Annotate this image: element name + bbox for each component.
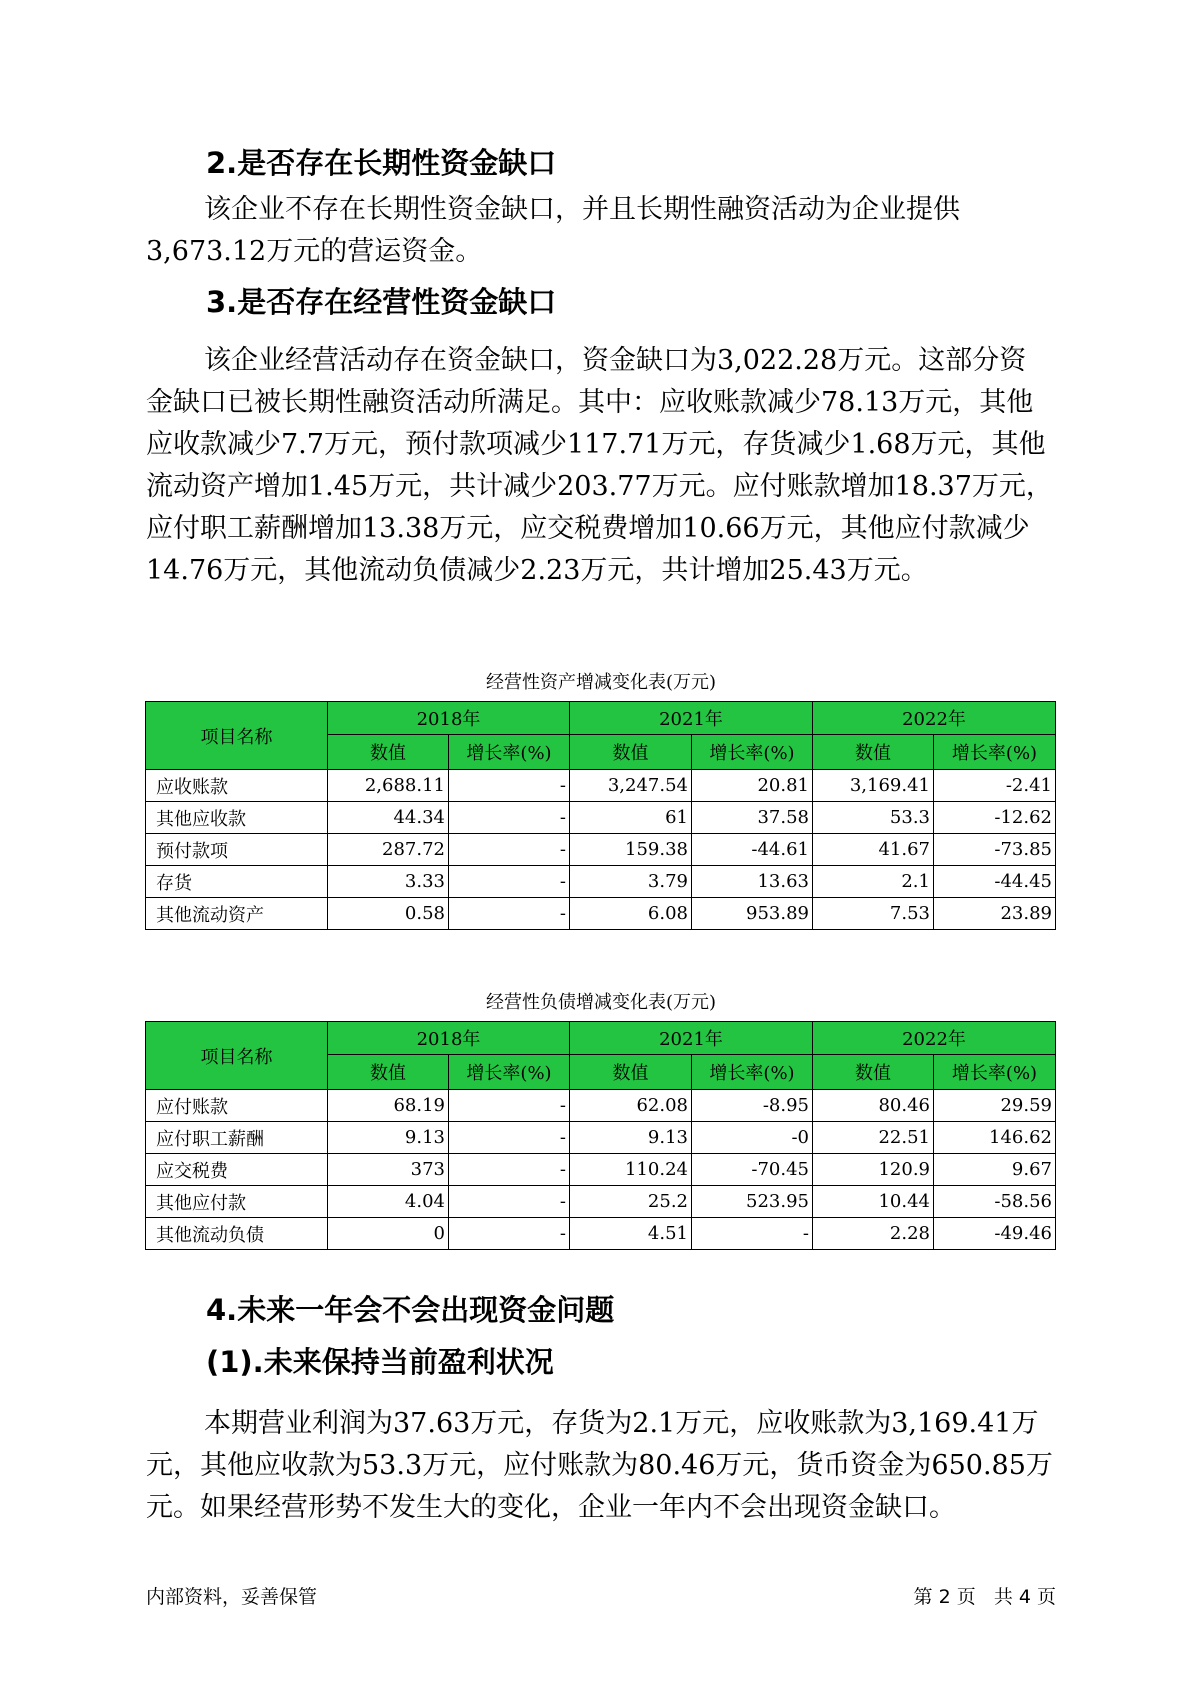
value-cell: 62.08 [570, 1090, 692, 1122]
table-row [146, 1122, 1056, 1154]
growth-rate-cell: -8.95 [692, 1090, 813, 1122]
paragraph-line: 元，其他应收款为53.3万元，应付账款为80.46万元，货币资金为650.85万 [146, 1450, 1053, 1481]
growth-rate-cell: - [449, 770, 570, 802]
growth-rate-cell: - [449, 1122, 570, 1154]
value-cell: 9.13 [570, 1122, 692, 1154]
column-subheader: 增长率(%) [692, 735, 813, 770]
table-row [146, 1186, 1056, 1218]
growth-rate-cell: - [449, 834, 570, 866]
value-cell: 373 [328, 1154, 449, 1186]
growth-rate-cell: -49.46 [934, 1218, 1056, 1250]
row-label: 应收账款 [146, 770, 328, 802]
paragraph-line: 该企业经营活动存在资金缺口，资金缺口为3,022.28万元。这部分资 [204, 345, 1027, 376]
growth-rate-cell: -0 [692, 1122, 813, 1154]
table-row [146, 834, 1056, 866]
column-header-name: 项目名称 [146, 1022, 328, 1090]
paragraph-line: 3,673.12万元的营运资金。 [146, 236, 483, 267]
value-cell: 6.08 [570, 898, 692, 930]
column-subheader: 数值 [813, 735, 934, 770]
growth-rate-cell: -2.41 [934, 770, 1056, 802]
value-cell: 0 [328, 1218, 449, 1250]
value-cell: 4.04 [328, 1186, 449, 1218]
table-row [146, 866, 1056, 898]
growth-rate-cell: -73.85 [934, 834, 1056, 866]
liabilities-table [145, 1021, 1056, 1250]
subsection-heading-4-1: (1).未来保持当前盈利状况 [206, 1345, 554, 1379]
growth-rate-cell: - [449, 1090, 570, 1122]
column-subheader: 增长率(%) [934, 1055, 1056, 1090]
value-cell: 41.67 [813, 834, 934, 866]
growth-rate-cell: -58.56 [934, 1186, 1056, 1218]
table-row [146, 770, 1056, 802]
value-cell: 25.2 [570, 1186, 692, 1218]
column-header-year: 2022年 [813, 1022, 1056, 1055]
value-cell: 44.34 [328, 802, 449, 834]
value-cell: 120.9 [813, 1154, 934, 1186]
column-subheader: 增长率(%) [449, 735, 570, 770]
paragraph-line: 本期营业利润为37.63万元，存货为2.1万元，应收账款为3,169.41万 [204, 1408, 1039, 1439]
growth-rate-cell: - [449, 802, 570, 834]
growth-rate-cell: - [449, 866, 570, 898]
row-label: 其他应付款 [146, 1186, 328, 1218]
growth-rate-cell: -12.62 [934, 802, 1056, 834]
paragraph-line: 14.76万元，其他流动负债减少2.23万元，共计增加25.43万元。 [146, 555, 928, 586]
column-subheader: 数值 [813, 1055, 934, 1090]
value-cell: 2.28 [813, 1218, 934, 1250]
column-header-year: 2022年 [813, 702, 1056, 735]
growth-rate-cell: - [449, 1186, 570, 1218]
value-cell: 3.33 [328, 866, 449, 898]
value-cell: 53.3 [813, 802, 934, 834]
growth-rate-cell: 9.67 [934, 1154, 1056, 1186]
value-cell: 159.38 [570, 834, 692, 866]
column-subheader: 数值 [570, 1055, 692, 1090]
growth-rate-cell: 20.81 [692, 770, 813, 802]
growth-rate-cell: - [692, 1218, 813, 1250]
value-cell: 2.1 [813, 866, 934, 898]
column-subheader: 增长率(%) [934, 735, 1056, 770]
column-header-year: 2018年 [328, 702, 570, 735]
section-heading-2: 2.是否存在长期性资金缺口 [206, 146, 557, 180]
paragraph-line: 应收款减少7.7万元，预付款项减少117.71万元，存货减少1.68万元，其他 [146, 429, 1046, 460]
value-cell: 7.53 [813, 898, 934, 930]
value-cell: 61 [570, 802, 692, 834]
column-header-year: 2021年 [570, 1022, 813, 1055]
growth-rate-cell: 13.63 [692, 866, 813, 898]
column-subheader: 数值 [570, 735, 692, 770]
section-heading-4: 4.未来一年会不会出现资金问题 [206, 1293, 615, 1327]
growth-rate-cell: 37.58 [692, 802, 813, 834]
column-subheader: 数值 [328, 1055, 449, 1090]
paragraph-line: 流动资产增加1.45万元，共计减少203.77万元。应付账款增加18.37万元， [146, 471, 1053, 502]
growth-rate-cell: 953.89 [692, 898, 813, 930]
growth-rate-cell: -70.45 [692, 1154, 813, 1186]
column-subheader: 数值 [328, 735, 449, 770]
value-cell: 2,688.11 [328, 770, 449, 802]
row-label: 存货 [146, 866, 328, 898]
value-cell: 3,247.54 [570, 770, 692, 802]
growth-rate-cell: 29.59 [934, 1090, 1056, 1122]
table-caption-liabilities: 经营性负债增减变化表(万元) [485, 992, 717, 1013]
value-cell: 3,169.41 [813, 770, 934, 802]
paragraph-operating-gap [146, 340, 1056, 592]
growth-rate-cell: - [449, 1218, 570, 1250]
value-cell: 287.72 [328, 834, 449, 866]
row-label: 其他应收款 [146, 802, 328, 834]
column-header-name: 项目名称 [146, 702, 328, 770]
row-label: 应交税费 [146, 1154, 328, 1186]
footer-confidential-note: 内部资料，妥善保管 [146, 1586, 318, 1608]
table-row [146, 802, 1056, 834]
value-cell: 68.19 [328, 1090, 449, 1122]
value-cell: 4.51 [570, 1218, 692, 1250]
paragraph-future-outlook [146, 1403, 1056, 1529]
value-cell: 22.51 [813, 1122, 934, 1154]
table-row [146, 1090, 1056, 1122]
column-subheader: 增长率(%) [449, 1055, 570, 1090]
growth-rate-cell: -44.45 [934, 866, 1056, 898]
column-header-year: 2021年 [570, 702, 813, 735]
value-cell: 9.13 [328, 1122, 449, 1154]
paragraph-line: 该企业不存在长期性资金缺口，并且长期性融资活动为企业提供 [204, 194, 960, 225]
table-row [146, 898, 1056, 930]
row-label: 应付职工薪酬 [146, 1122, 328, 1154]
paragraph-line: 金缺口已被长期性融资活动所满足。其中：应收账款减少78.13万元，其他 [146, 387, 1034, 418]
growth-rate-cell: 23.89 [934, 898, 1056, 930]
table-row [146, 1218, 1056, 1250]
value-cell: 10.44 [813, 1186, 934, 1218]
row-label: 其他流动资产 [146, 898, 328, 930]
value-cell: 110.24 [570, 1154, 692, 1186]
growth-rate-cell: 523.95 [692, 1186, 813, 1218]
table-header-row [146, 1022, 1056, 1055]
growth-rate-cell: - [449, 1154, 570, 1186]
table-header-row [146, 702, 1056, 735]
row-label: 其他流动负债 [146, 1218, 328, 1250]
table-row [146, 1154, 1056, 1186]
growth-rate-cell: -44.61 [692, 834, 813, 866]
growth-rate-cell: - [449, 898, 570, 930]
row-label: 预付款项 [146, 834, 328, 866]
section-heading-3: 3.是否存在经营性资金缺口 [206, 285, 557, 319]
column-subheader: 增长率(%) [692, 1055, 813, 1090]
footer-page-number: 第 2 页 共 4 页 [913, 1586, 1056, 1608]
value-cell: 80.46 [813, 1090, 934, 1122]
value-cell: 0.58 [328, 898, 449, 930]
assets-table [145, 701, 1056, 930]
paragraph-long-term-gap [146, 189, 1056, 273]
column-header-year: 2018年 [328, 1022, 570, 1055]
growth-rate-cell: 146.62 [934, 1122, 1056, 1154]
paragraph-line: 应付职工薪酬增加13.38万元，应交税费增加10.66万元，其他应付款减少 [146, 513, 1030, 544]
paragraph-line: 元。如果经营形势不发生大的变化，企业一年内不会出现资金缺口。 [146, 1492, 956, 1523]
row-label: 应付账款 [146, 1090, 328, 1122]
table-caption-assets: 经营性资产增减变化表(万元) [485, 672, 717, 693]
value-cell: 3.79 [570, 866, 692, 898]
